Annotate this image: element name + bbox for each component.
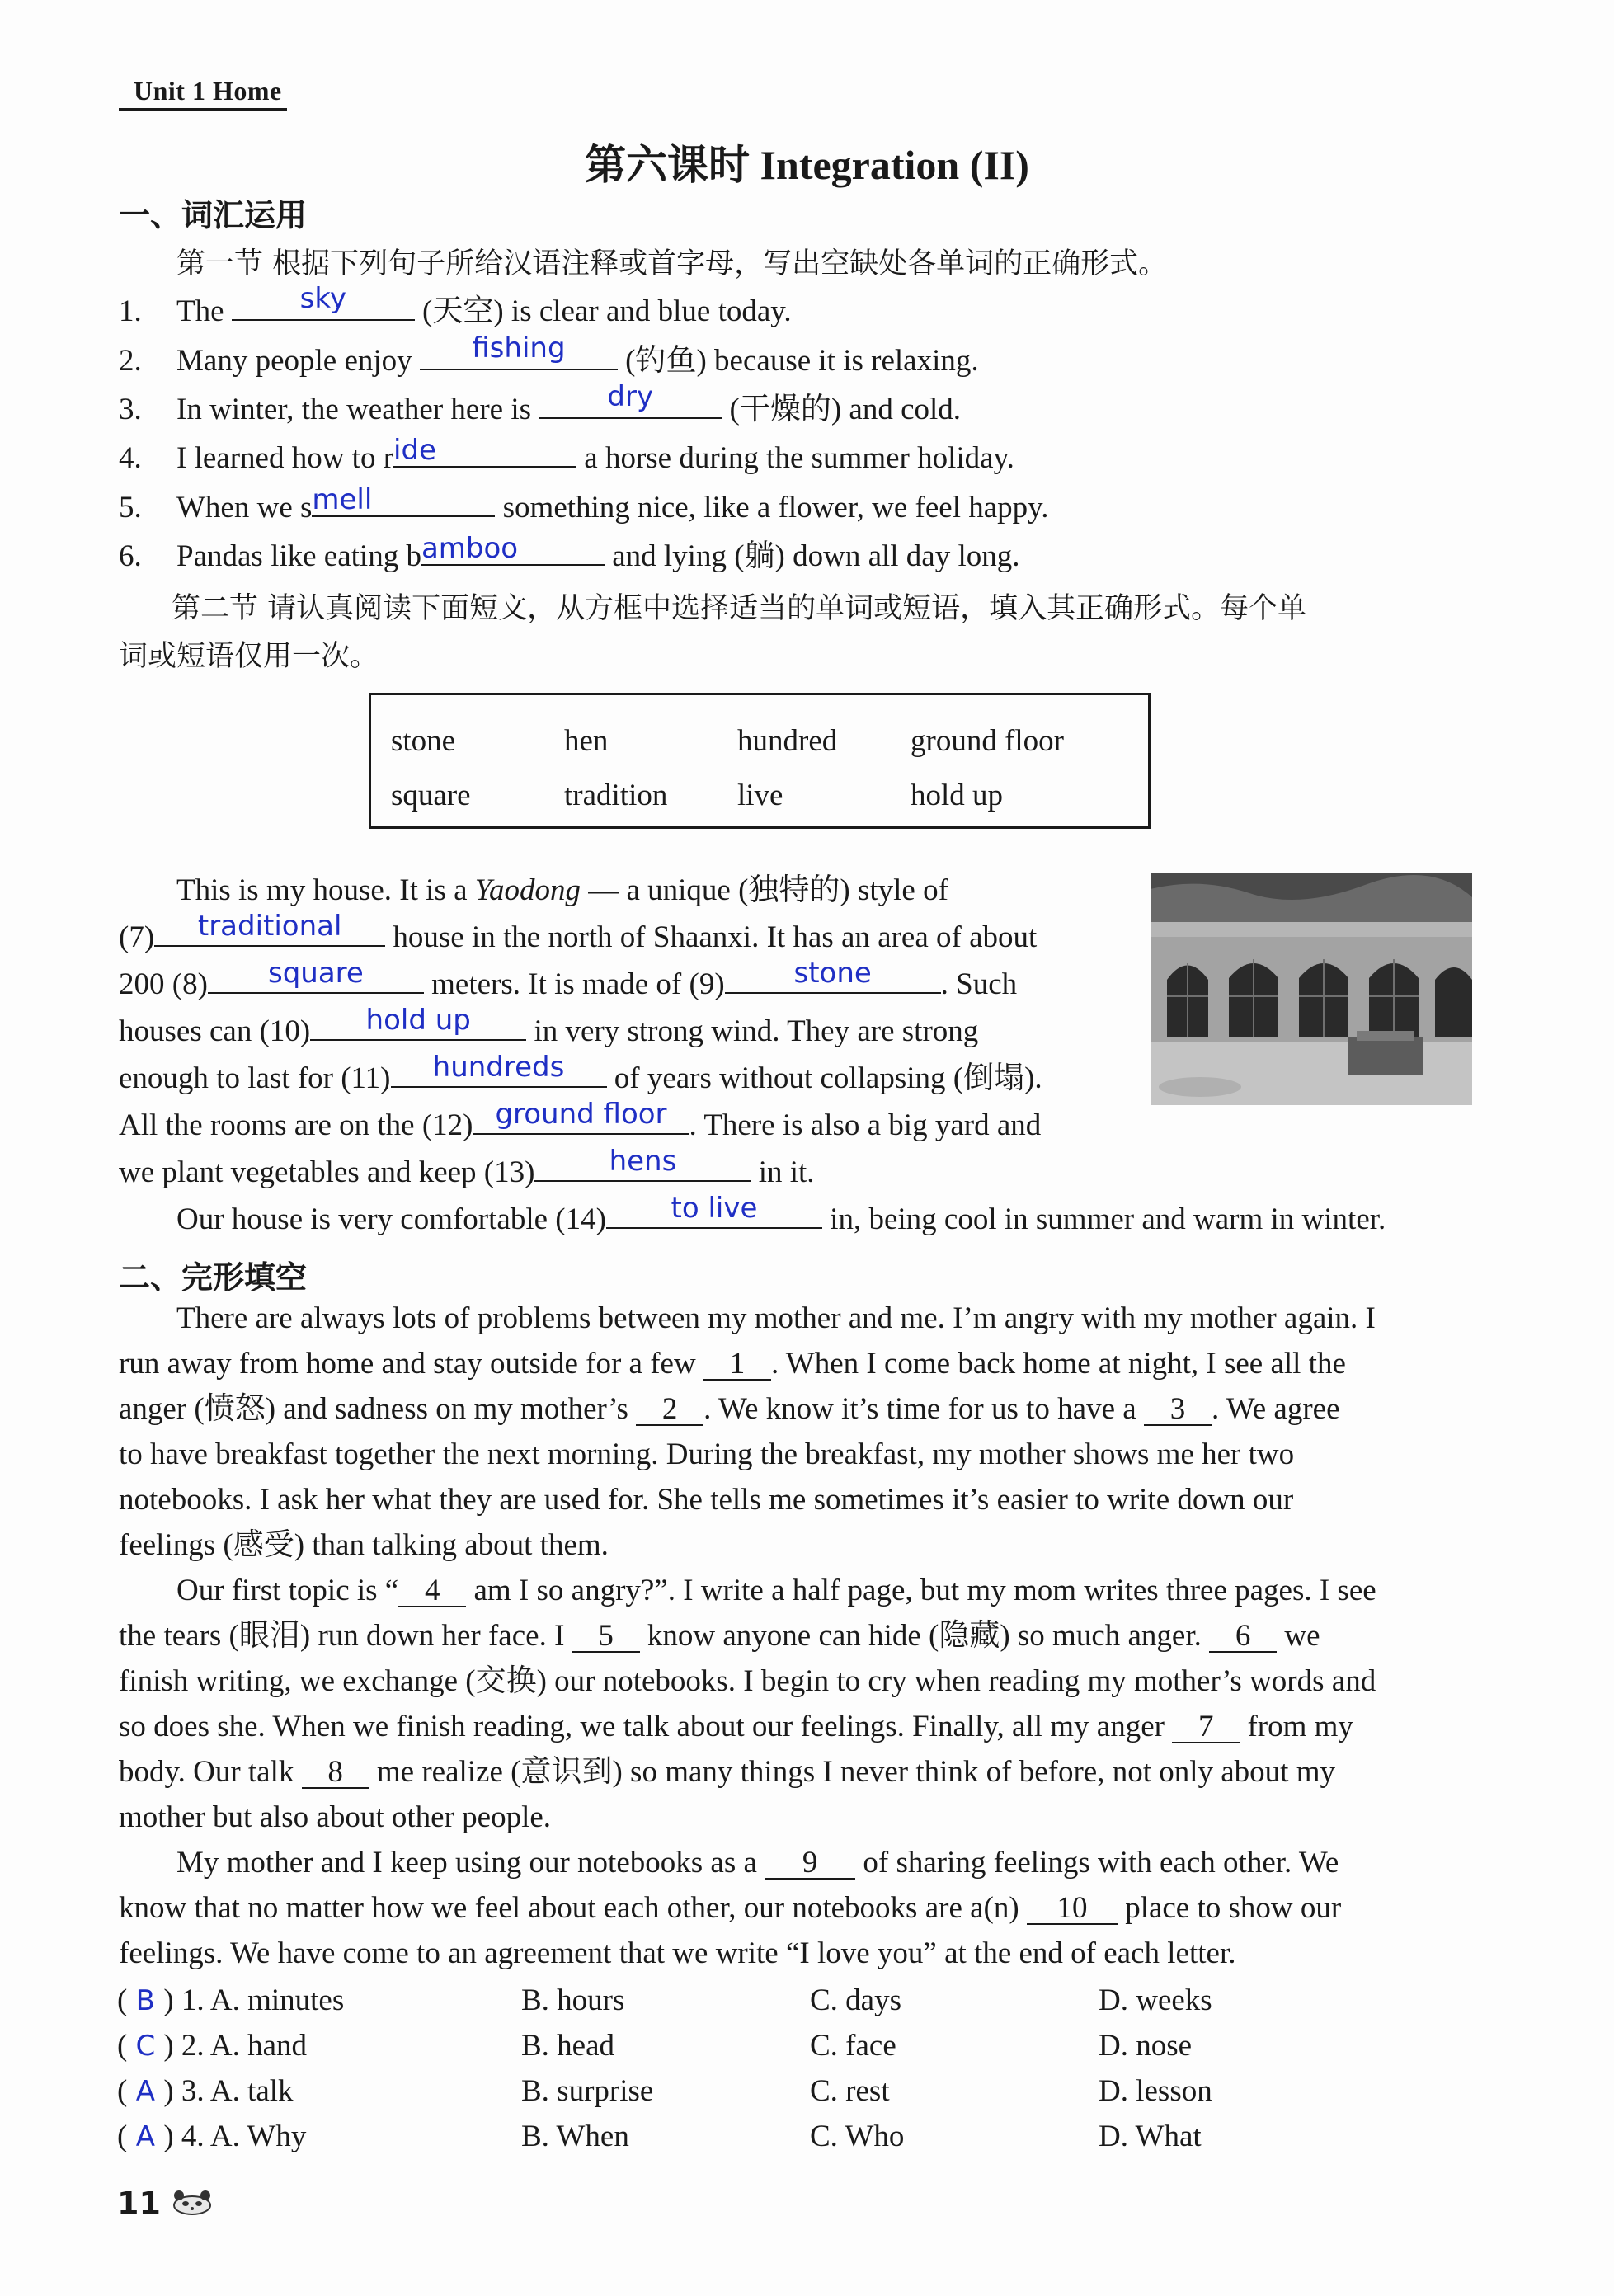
cloze-blank-1[interactable]: 1: [703, 1348, 771, 1381]
cloze-p2-line-3: finish writing, we exchange (交换) our notebooks. I begin to cry when reading my mother’s words and: [119, 1664, 1376, 1698]
option-b: B. head: [521, 2029, 615, 2063]
answer-choice[interactable]: A: [135, 2075, 155, 2108]
question-row-1: ( B ) 1. A. minutes: [117, 1983, 345, 2017]
option-b: B. hours: [521, 1983, 625, 2017]
answer-blank-9[interactable]: stone: [725, 964, 941, 994]
word-option: square: [391, 779, 471, 812]
answer-choice[interactable]: B: [135, 1984, 155, 2017]
passage-line-5: enough to last for (11) hundreds of years without collapsing (倒塌).: [119, 1051, 1042, 1095]
word-option: hold up: [911, 779, 1004, 812]
section2-instruction: 第二节 请认真阅读下面短文，从方框中选择适当的单词或短语，填入其正确形式。每个单: [172, 592, 1307, 625]
question-row-4: ( A ) 4. A. Why: [117, 2120, 307, 2153]
vocab-item-5: 5. When we s mell something nice, like a flower, we feel happy.: [119, 483, 1049, 525]
section2-instruction-cont: 词或短语仅用一次。: [119, 640, 379, 673]
answer-blank-8[interactable]: square: [208, 964, 424, 994]
cloze-blank-3[interactable]: 3: [1144, 1394, 1212, 1426]
cloze-p1-line-5: notebooks. I ask her what they are used for. She tells me sometimes it’s easier to write down our: [119, 1483, 1294, 1517]
option-d: D. nose: [1099, 2029, 1193, 2063]
word-option: live: [737, 779, 783, 812]
passage-line-6: All the rooms are on the (12) ground floor . There is also a big yard and: [119, 1098, 1042, 1142]
question-row-3: ( A ) 3. A. talk: [117, 2074, 294, 2108]
answer-blank-4[interactable]: ide: [393, 438, 576, 468]
answer-choice[interactable]: C: [135, 2030, 156, 2063]
option-b: B. surprise: [521, 2074, 654, 2108]
cloze-blank-2[interactable]: 2: [636, 1394, 703, 1426]
yaodong-photo: [1151, 873, 1472, 1105]
panda-icon: [169, 2187, 215, 2215]
answer-blank-13[interactable]: hens: [534, 1152, 751, 1182]
answer-choice[interactable]: A: [135, 2120, 155, 2153]
answer-blank-2[interactable]: fishing: [420, 341, 618, 370]
question-row-2: ( C ) 2. A. hand: [117, 2029, 308, 2063]
answer-blank-7[interactable]: traditional: [154, 917, 385, 947]
cloze-p1-line-4: to have breakfast together the next morning. During the breakfast, my mother shows me her two: [119, 1437, 1295, 1471]
vocab-item-6: 6. Pandas like eating b amboo and lying (躺) down all day long.: [119, 532, 1020, 573]
cloze-blank-9[interactable]: 9: [765, 1847, 855, 1880]
cloze-p1-line-2: run away from home and stay outside for a few 1 . When I come back home at night, I see all the: [119, 1347, 1346, 1381]
cloze-p2-line-5: body. Our talk 8 me realize (意识到) so many things I never think of before, not only about my: [119, 1755, 1335, 1789]
cloze-p2-line-4: so does she. When we finish reading, we talk about our feelings. Finally, all my anger 7 from my: [119, 1710, 1353, 1743]
cloze-blank-8[interactable]: 8: [302, 1757, 369, 1789]
cloze-p2-line-1: Our first topic is “ 4 am I so angry?”. I write a half page, but my mom writes three pages. I see: [176, 1574, 1376, 1607]
section-heading-cloze: 二、完形填空: [119, 1259, 308, 1296]
word-box: [369, 693, 1151, 829]
option-c: C. rest: [810, 2074, 890, 2108]
option-d: D. What: [1099, 2120, 1202, 2153]
option-c: C. face: [810, 2029, 896, 2063]
answer-blank-12[interactable]: ground floor: [473, 1105, 689, 1135]
cloze-p3-line-3: feelings. We have come to an agreement that we write “I love you” at the end of each letter.: [119, 1936, 1236, 1970]
unit-header: Unit 1 Home: [119, 76, 287, 111]
cloze-p3-line-2: know that no matter how we feel about each other, our notebooks are a(n) 10 place to show our: [119, 1891, 1342, 1925]
cloze-p1-line-6: feelings (感受) than talking about them.: [119, 1528, 609, 1562]
item-number: 1.: [119, 294, 142, 328]
section-heading-vocabulary: 一、词汇运用: [119, 197, 308, 233]
vocab-item-1: 1. The sky (天空) is clear and blue today.: [119, 282, 792, 328]
cloze-p1-line-1: There are always lots of problems between my mother and me. I’m angry with my mother again. I: [176, 1301, 1376, 1335]
word-option: tradition: [564, 779, 668, 812]
vocab-item-3: 3. In winter, the weather here is dry (干燥的) and cold.: [119, 380, 962, 426]
cloze-blank-4[interactable]: 4: [398, 1575, 466, 1607]
cloze-blank-7[interactable]: 7: [1172, 1711, 1240, 1743]
answer-blank-5[interactable]: mell: [312, 487, 495, 517]
word-option: hen: [564, 724, 609, 758]
answer-blank-1[interactable]: sky: [232, 291, 415, 321]
passage-line-3: 200 (8) square meters. It is made of (9) stone . Such: [119, 957, 1018, 1001]
passage-line-2: (7) traditional house in the north of Shaanxi. It has an area of about: [119, 910, 1038, 954]
section1-instruction: 第一节 根据下列句子所给汉语注释或首字母，写出空缺处各单词的正确形式。: [176, 247, 1168, 280]
option-d: D. weeks: [1099, 1983, 1212, 2017]
word-option: ground floor: [911, 724, 1064, 758]
answer-blank-14[interactable]: to live: [606, 1199, 822, 1229]
passage-line-7: we plant vegetables and keep (13) hens in it.: [119, 1145, 815, 1189]
option-d: D. lesson: [1099, 2074, 1212, 2108]
passage-line-4: houses can (10) hold up in very strong wind. They are strong: [119, 1004, 979, 1048]
cloze-p1-line-3: anger (愤怒) and sadness on my mother’s 2 . We know it’s time for us to have a 3 . We agree: [119, 1392, 1340, 1426]
answer-blank-10[interactable]: hold up: [310, 1011, 526, 1041]
passage-line-1: This is my house. It is a Yaodong — a unique (独特的) style of: [176, 873, 948, 907]
vocab-item-2: 2. Many people enjoy fishing (钓鱼) because it is relaxing.: [119, 332, 979, 378]
answer-blank-11[interactable]: hundreds: [391, 1058, 607, 1088]
cloze-blank-6[interactable]: 6: [1209, 1621, 1277, 1653]
word-option: hundred: [737, 724, 838, 758]
option-c: C. Who: [810, 2120, 905, 2153]
cloze-p2-line-6: mother but also about other people.: [119, 1800, 552, 1834]
answer-blank-3[interactable]: dry: [539, 389, 722, 419]
passage-line-8: Our house is very comfortable (14) to live in, being cool in summer and warm in winter.: [176, 1192, 1386, 1236]
cloze-p3-line-1: My mother and I keep using our notebooks as a 9 of sharing feelings with each other. We: [176, 1846, 1339, 1880]
word-option: stone: [391, 724, 456, 758]
cloze-blank-10[interactable]: 10: [1027, 1893, 1118, 1925]
page-number: 11: [117, 2185, 161, 2222]
cloze-blank-5[interactable]: 5: [572, 1621, 640, 1653]
vocab-item-4: 4. I learned how to r ide a horse during the summer holiday.: [119, 434, 1014, 475]
yaodong-illustration: [1151, 873, 1472, 1105]
option-b: B. When: [521, 2120, 629, 2153]
page-title: 第六课时 Integration (II): [585, 142, 1029, 188]
cloze-p2-line-2: the tears (眼泪) run down her face. I 5 know anyone can hide (隐藏) so much anger. 6 we: [119, 1619, 1320, 1653]
answer-blank-6[interactable]: amboo: [421, 536, 605, 566]
option-c: C. days: [810, 1983, 901, 2017]
